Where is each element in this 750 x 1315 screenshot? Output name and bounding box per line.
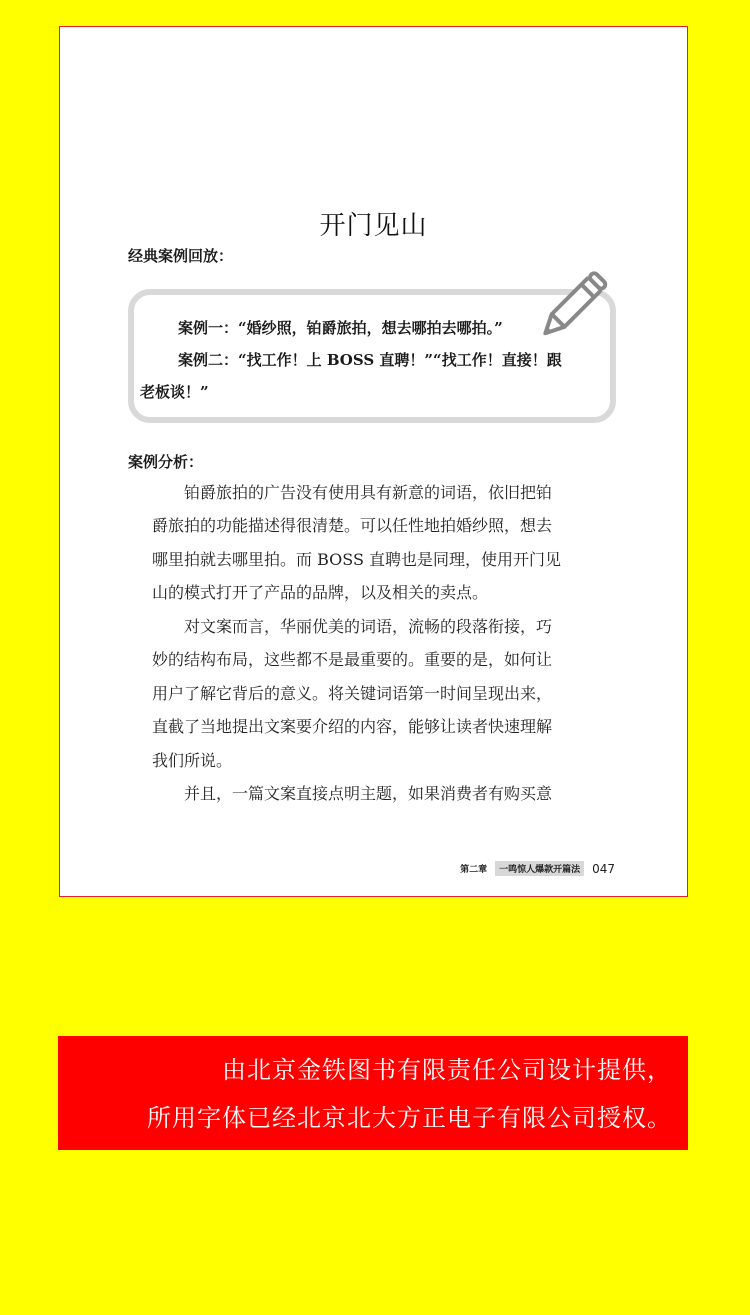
page-footer [460,861,615,876]
paragraph-line: 用户了解它背后的意义。将关键词语第一时间呈现出来， [152,683,553,703]
case-line-1: 案例一：“婚纱照，铂爵旅拍，想去哪拍去哪拍。” [178,319,503,337]
banner-line-1: 由北京金铁图书有限责任公司设计提供， [222,1056,672,1084]
paragraph-line: 哪里拍就去哪里拍。而 BOSS 直聘也是同理，使用开门见 [152,549,561,569]
paragraph-line: 我们所说。 [152,750,233,770]
paragraph-3 [152,777,596,810]
paragraph-line: 对文案而言，华丽优美的词语，流畅的段落衔接，巧 [184,617,553,636]
banner-line-2: 所用字体已经北京北大方正电子有限公司授权。 [147,1104,672,1132]
case-line-3: 老板谈！” [140,383,209,401]
paragraph-line: 并且，一篇文案直接点明主题，如果消费者有购买意 [184,784,553,803]
case-line-2: 案例二：“找工作！上 BOSS 直聘！”“找工作！直接！跟 [178,351,562,369]
copyright-banner [58,1036,688,1150]
paragraph-line: 妙的结构布局，这些都不是最重要的。重要的是，如何让 [152,650,553,670]
paragraph-2 [152,610,596,777]
pencil-icon [540,260,620,340]
footer-chapter: 第二章 [460,865,488,875]
paragraph-line: 铂爵旅拍的广告没有使用具有新意的词语，依旧把铂 [184,483,553,502]
paragraph-line: 山的模式打开了产品的品牌，以及相关的卖点。 [152,583,489,603]
footer-chapter-title: 一鸣惊人爆款开篇法 [495,861,584,876]
page-title: 开门见山 [319,211,428,241]
paragraph-line: 直截了当地提出文案要介绍的内容，能够让读者快速理解 [152,717,553,737]
page-number: 047 [592,861,615,876]
section-heading-cases: 经典案例回放： [128,247,234,265]
paragraph-1 [152,476,596,610]
section-heading-analysis: 案例分析： [128,453,204,471]
paragraph-line: 爵旅拍的功能描述得很清楚。可以任性地拍婚纱照，想去 [152,516,553,536]
book-page [59,26,688,897]
